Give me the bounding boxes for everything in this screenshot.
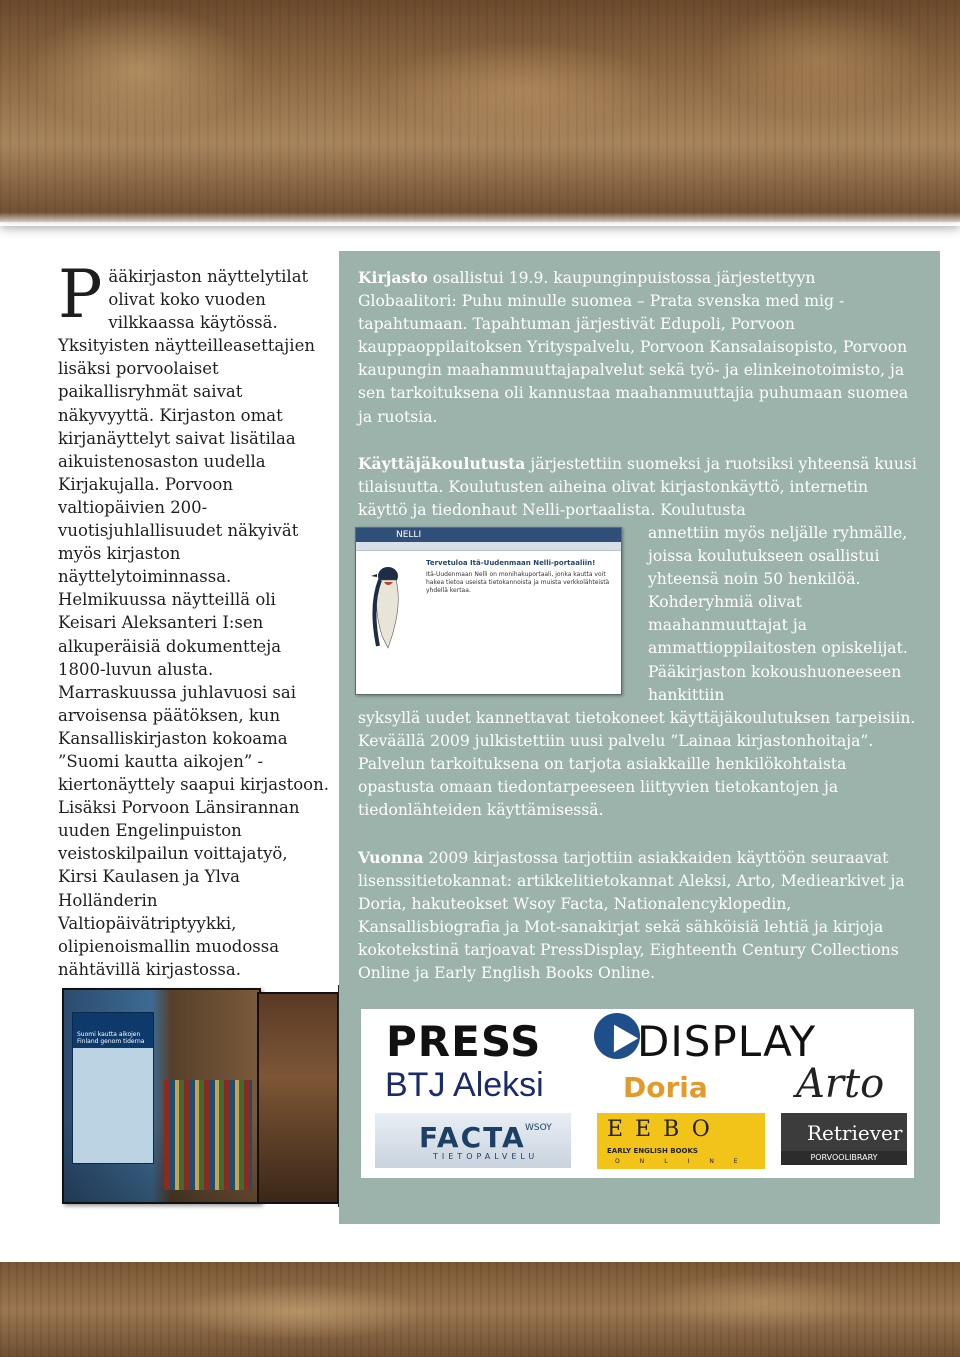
eebo-logo: EEBO EARLY ENGLISH BOOKS ONLINE <box>597 1113 765 1169</box>
database-logos <box>361 1009 914 1178</box>
pressdisplay-arrow-icon <box>594 1013 640 1059</box>
retriever-logo: Retriever PORVOOLIBRARY <box>781 1113 907 1165</box>
exhibition-poster <box>72 1012 154 1164</box>
nelli-menu-bar <box>356 542 621 551</box>
paragraph-training-continued: syksyllä uudet kannettavat tietokoneet käyttäjäkoulutuksen tarpeisiin. Keväällä 2009 julkistettiin uusi palvelu ”Lainaa kirjastonhoitaja”. Palvelun tarkoituksena on tarjota asiakkaille henkilökohtaista opastusta omaan tiedontarpeeseen liittyvien tietokantojen ja tiedonlähteiden käyttämisessä. <box>358 709 916 820</box>
arto-logo: Arto <box>796 1061 885 1107</box>
exhibition-photo <box>62 988 261 1204</box>
paragraph-training <box>358 452 918 522</box>
paragraph-body: järjestettiin suomeksi ja ruotsiksi yhteensä kuusi tilaisuutta. Koulutusten aiheina olivat kirjastonkäyttö, internetin käyttö ja tiedonhaut Nelli-portaalista. Koulutusta <box>358 455 917 520</box>
drop-cap: P <box>58 256 103 333</box>
poster-subtitle: Finland genom tiderna <box>77 1038 145 1045</box>
exhibition-photo-2 <box>257 992 339 1204</box>
nelli-welcome-title: Tervetuloa Itä-Uudenmaan Nelli-portaaliin! <box>426 559 596 567</box>
bottom-wood-banner <box>0 1262 960 1357</box>
swallow-icon <box>366 558 411 650</box>
top-wood-banner <box>0 0 960 222</box>
doria-logo: Doria <box>623 1071 708 1104</box>
paragraph-training-wrap: annettiin myös neljälle ryhmälle, joissa koulutukseen osallistui yhteensä noin 50 henkilöä. Kohderyhmiä olivat maahanmuuttajat ja ammattioppilaitosten opiskelijat. Pääkirjaston kokoushuoneeseen hankittiin <box>648 524 908 704</box>
nelli-welcome-text: Itä-Uudenmaan Nelli on monihakuportaali, jonka kautta voit hakea tietoa useista tietokannoista ja muista verkkolähteistä yhdellä kertaa. <box>426 571 610 594</box>
paragraph-lead: Vuonna <box>358 848 424 867</box>
nelli-portal-screenshot <box>355 527 622 695</box>
poster-title: Suomi kautta aikojen <box>77 1031 141 1038</box>
pressdisplay-logo-display: DISPLAY <box>637 1017 817 1066</box>
left-article <box>58 256 330 981</box>
paragraph-body: 2009 kirjastossa tarjottiin asiakkaiden käyttöön seuraavat lisenssitietokannat: artikkelitietokannat Aleksi, Arto, Mediearkivet ja Doria, hakuteokset Wsoy Facta, Nationalencyklopedin, Kansallisbiografia ja Mot-sanakirjat sekä sähköisiä lehtiä ja kirjoja kokotekstinä tarjoavat PressDisplay, Eighteenth Century Collections Online ja Early English Books Online. <box>358 849 905 983</box>
pressdisplay-logo-press: PRESS <box>386 1017 542 1066</box>
paragraph-databases <box>358 846 918 986</box>
nelli-header: NELLI <box>356 528 621 542</box>
bookshelf <box>164 1080 252 1190</box>
facta-logo: FACTA WSOY TIETOPALVELU <box>375 1113 571 1168</box>
paragraph-lead: Kirjasto <box>358 268 428 287</box>
paragraph-body: osallistui 19.9. kaupunginpuistossa järjestettyyn Globaalitori: Puhu minulle suomea – Prata svenska med mig -tapahtumaan. Tapahtuman järjestivät Edupoli, Porvoon kauppaoppilaitoksen Yrityspalvelu, Porvoon Kansalaisopisto, Porvoon kaupungin maahanmuuttajapalvelut sekä työ- ja elinkeinotoimisto, ja sen tarkoituksena oli kannustaa maahanmuuttajia puhumaan suomea ja ruotsia. <box>358 269 909 426</box>
left-article-text: ääkirjaston näyttelytilat olivat koko vuoden vilkkaassa käytössä. Yksityisten näytteilleasettajien lisäksi porvoolaiset paikallisryhmät saivat näkyvyyttä. Kirjaston omat kirjanäyttelyt saivat lisätilaa aikuistenosaston uudella Kirjakujalla. Porvoon valtiopäivien 200-vuotisjuhlallisuudet näkyivät myös kirjaston näyttelytoiminnassa. Helmikuussa näytteillä oli Keisari Aleksanteri I:sen alkuperäisiä dokumentteja 1800-luvun alusta. Marraskuussa juhlavuosi sai arvoisensa päätöksen, kun Kansalliskirjaston kokoama ”Suomi kautta aikojen” -kiertonäyttely saapui kirjastoon. Lisäksi Porvoon Länsirannan uuden Engelinpuiston veistoskilpailun voittajatyö, Kirsi Kaulasen ja Ylva Holländerin Valtiopäivätriptyykki, olipienoismallin muodossa nähtävillä kirjastossa. <box>58 267 329 979</box>
paragraph-lead: Käyttäjäkoulutusta <box>358 454 526 473</box>
btj-aleksi-logo: BTJ Aleksi <box>385 1066 544 1104</box>
paragraph-globaalitori <box>358 266 918 429</box>
